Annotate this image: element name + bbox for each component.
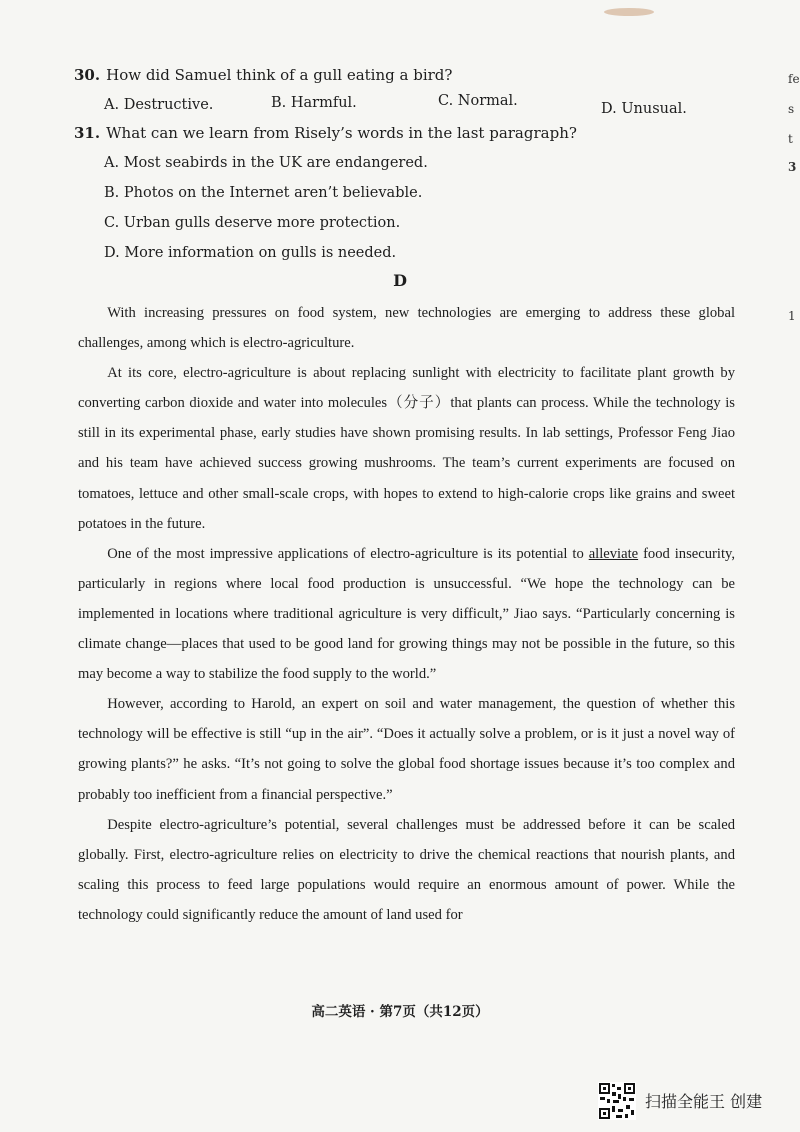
edge-fragment: t bbox=[788, 132, 793, 146]
edge-fragment: 3 bbox=[788, 160, 797, 174]
q30-option-b: B. Harmful. bbox=[271, 95, 357, 111]
underlined-word: alleviate bbox=[588, 545, 639, 562]
q30-option-d: D. Unusual. bbox=[601, 101, 687, 117]
q31-option-c: C. Urban gulls deserve more protection. bbox=[104, 215, 401, 231]
q31-option-a: A. Most seabirds in the UK are endangered. bbox=[104, 155, 428, 171]
question-number: 30. bbox=[74, 66, 101, 84]
passage-paragraph-1: With increasing pressures on food system, new technologies are emerging to address these global challenges, among which is electro-agriculture. bbox=[78, 305, 735, 352]
paper-smudge bbox=[604, 8, 654, 16]
qr-code-icon bbox=[598, 1082, 636, 1120]
reading-passage bbox=[78, 298, 735, 930]
edge-fragment: s bbox=[788, 102, 795, 116]
scanner-watermark: 扫描全能王 创建 bbox=[645, 1092, 763, 1111]
page-footer: 高二英语 · 第7页（共12页） bbox=[311, 1004, 489, 1020]
q31-option-b: B. Photos on the Internet aren’t believable. bbox=[104, 185, 423, 201]
edge-fragment: fe bbox=[788, 72, 800, 86]
q30-option-c: C. Normal. bbox=[438, 93, 518, 109]
paragraph-text: food insecurity, particularly in regions where local food production is unsuccessful. “We hope the technology can be implemented in locations where traditional agriculture is very difficult,” Jiao says. “Particularly concerning is climate change—places that used to be good land for growing things may not be possible in the future, so this may become a way to stabilize the food supply to the world.” bbox=[78, 545, 735, 683]
question-stem: What can we learn from Risely’s words in the last paragraph? bbox=[106, 124, 577, 142]
question-stem: How did Samuel think of a gull eating a bird? bbox=[106, 66, 453, 84]
section-title: D bbox=[393, 271, 407, 290]
passage-paragraph-4: However, according to Harold, an expert on soil and water management, the question of whether this technology will be effective is still “up in the air”. “Does it actually solve a problem, or is it just a novel way of growing plants?” he asks. “It’s not going to solve the global food shortage issues because it’s too complex and probably too inefficient from a financial perspective.” bbox=[78, 696, 735, 803]
q31-option-d: D. More information on gulls is needed. bbox=[104, 245, 397, 261]
question-number: 31. bbox=[74, 124, 101, 142]
paragraph-text: One of the most impressive applications of electro-agriculture is its potential to bbox=[107, 545, 584, 562]
passage-paragraph-2: At its core, electro-agriculture is about replacing sunlight with electricity to facilitate plant growth by converting carbon dioxide and water into molecules（分子）that plants can process. While the technology is still in its experimental phase, early studies have shown promising results. In lab settings, Professor Feng Jiao and his team have achieved success growing mushrooms. The team’s current experiments are focused on tomatoes, lettuce and other small-scale crops, with hopes to extend to high-calorie crops like grains and sweet potatoes in the future. bbox=[78, 365, 735, 532]
edge-fragment: 1 bbox=[788, 309, 796, 323]
passage-paragraph-5: Despite electro-agriculture’s potential, several challenges must be addressed before it can be scaled globally. First, electro-agriculture relies on electricity to drive the chemical reactions that nourish plants, and scaling this process to feed large populations would require an enormous amount of power. While the technology could significantly reduce the amount of land used for bbox=[78, 816, 735, 923]
question-30 bbox=[74, 66, 452, 84]
q30-option-a: A. Destructive. bbox=[104, 97, 214, 113]
question-31 bbox=[74, 124, 577, 142]
passage-paragraph-3 bbox=[78, 539, 735, 689]
